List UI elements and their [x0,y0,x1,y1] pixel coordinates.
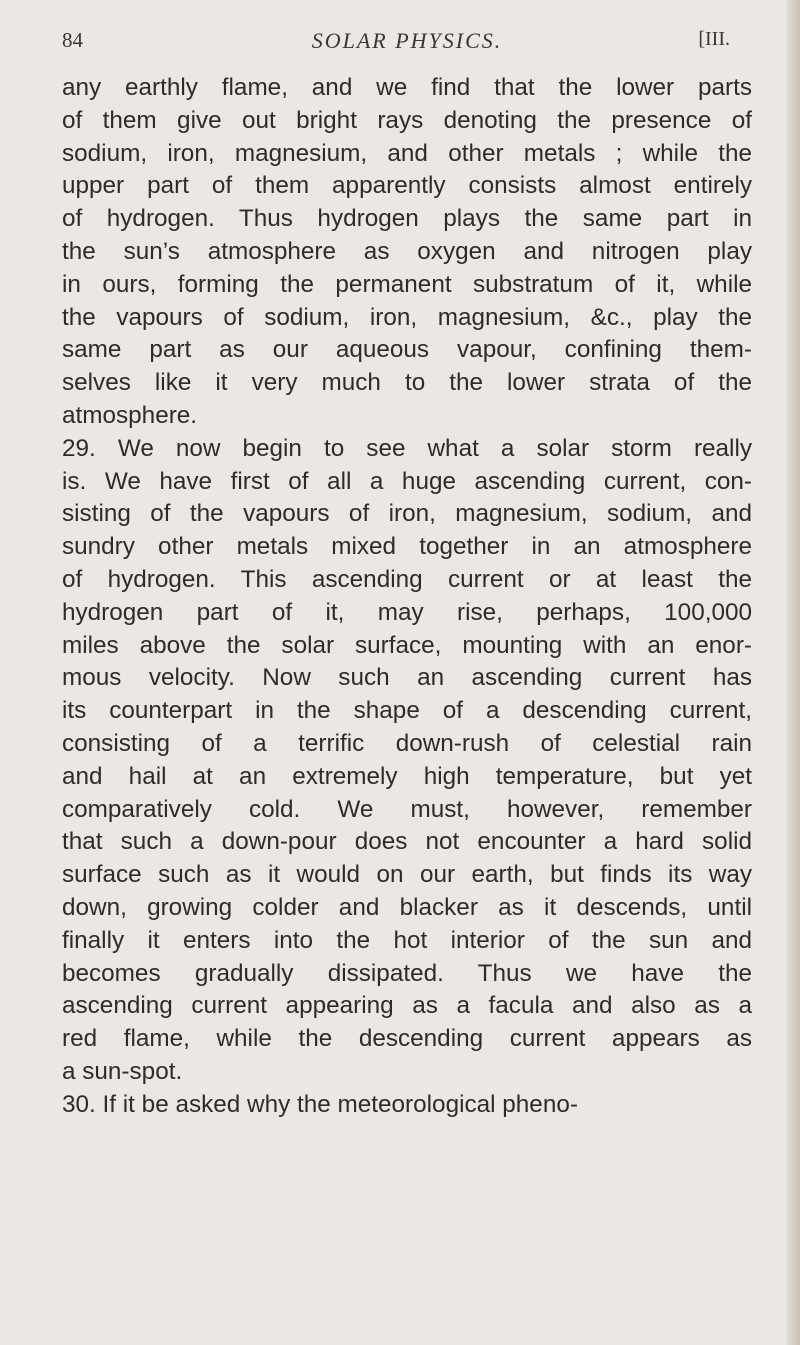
text-line: is. We have first of all a huge ascending current, con- [62,467,752,495]
text-line: selves like it very much to the lower strata of the [62,369,752,397]
text-line: comparatively cold. We must, however, remember [62,795,752,823]
text-line: red flame, while the descending current appears as [62,1025,752,1053]
page-number: 84 [62,28,83,52]
text-line: surface such as it would on our earth, but finds its way [62,861,752,889]
text-line: hydrogen part of it, may rise, perhaps, 100,000 [62,598,752,626]
text-line: sisting of the vapours of iron, magnesium, sodium, and [62,500,752,528]
text-line: of hydrogen. Thus hydrogen plays the same part in [62,205,752,233]
text-line: mous velocity. Now such an ascending current has [62,664,752,692]
text-line: atmosphere. [62,401,198,429]
text-line: sodium, iron, magnesium, and other metals ; while the [62,139,752,167]
text-line: in ours, forming the permanent substratum of it, while [62,270,752,298]
text-line: sundry other metals mixed together in an atmosphere [62,533,752,561]
chapter-reference: [III. [698,28,730,50]
text-line: the sun’s atmosphere as oxygen and nitrogen play [62,237,752,265]
text-line: down, growing colder and blacker as it descends, until [62,893,752,921]
text-line: becomes gradually dissipated. Thus we have the [62,959,752,987]
text-line: and hail at an extremely high temperature, but yet [62,762,752,790]
running-head [62,24,752,58]
text-line: of hydrogen. This ascending current or at least the [62,565,752,593]
running-title: SOLAR PHYSICS. [311,28,503,53]
book-page [62,24,752,1122]
text-line: finally it enters into the hot interior of the sun and [62,926,752,954]
paragraph-30-start: 30. If it be asked why the meteorological pheno- [62,1090,578,1118]
page-edge-shadow [786,0,800,1345]
body-text [62,72,752,1122]
text-line: same part as our aqueous vapour, confining them- [62,336,752,364]
text-line: of them give out bright rays denoting the presence of [62,106,752,134]
text-line: upper part of them apparently consists almost entirely [62,172,752,200]
text-line: a sun-spot. [62,1057,183,1085]
text-line: ascending current appearing as a facula and also as a [62,992,752,1020]
paragraph-29-start: 29. We now begin to see what a solar storm really [62,434,752,462]
text-line: its counterpart in the shape of a descending current, [62,697,752,725]
text-line: that such a down-pour does not encounter a hard solid [62,828,752,856]
text-line: the vapours of sodium, iron, magnesium, &c., play the [62,303,752,331]
text-line: miles above the solar surface, mounting with an enor- [62,631,752,659]
text-line: consisting of a terrific down-rush of celestial rain [62,729,752,757]
text-line: any earthly flame, and we find that the lower parts [62,74,752,101]
